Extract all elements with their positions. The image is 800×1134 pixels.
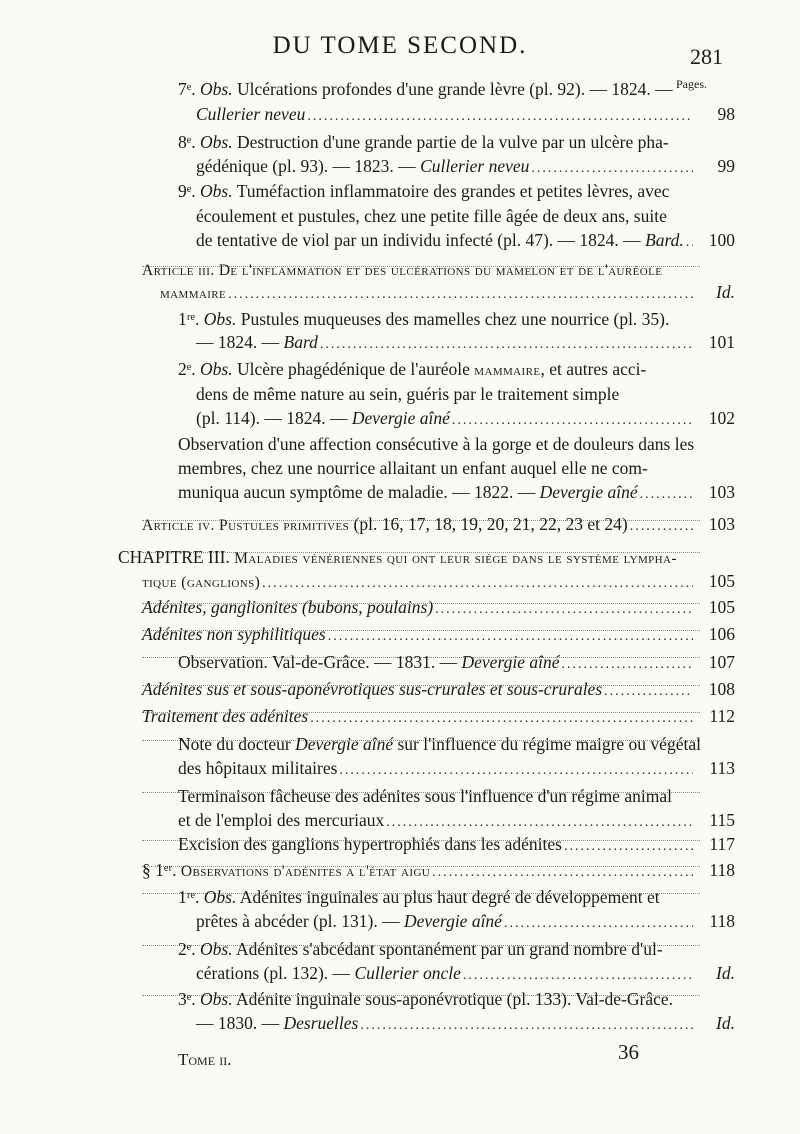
toc-page-ref: 108 bbox=[708, 679, 735, 699]
toc-entry-continuation bbox=[178, 785, 700, 807]
toc-entry-line bbox=[142, 513, 735, 538]
leader-dots bbox=[463, 965, 693, 987]
leader-dots bbox=[630, 516, 693, 538]
toc-entry-text: gédénique (pl. 93). — 1823. — Cullerier neveu bbox=[196, 156, 530, 176]
leader-dots bbox=[262, 573, 693, 595]
toc-entry-text: — 1830. — Desruelles bbox=[196, 1013, 359, 1033]
toc-entry-continuation bbox=[178, 433, 700, 455]
toc-entry-continuation bbox=[142, 258, 700, 282]
toc-entry-text: 9ᵉ. Obs. Tuméfaction inflammatoire des grandes et petites lèvres, avec bbox=[178, 181, 670, 201]
toc-page-ref: 113 bbox=[709, 758, 735, 778]
toc-page-ref: Id. bbox=[716, 282, 735, 302]
leader-dots bbox=[640, 484, 693, 506]
toc-entry-continuation bbox=[178, 308, 700, 330]
signature-mark: 36 bbox=[618, 1040, 639, 1064]
toc-page-ref: 101 bbox=[708, 332, 735, 352]
toc-entry-continuation bbox=[178, 988, 700, 1010]
toc-entry-text: écoulement et pustules, chez une petite fille âgée de deux ans, suite bbox=[196, 206, 667, 226]
leader-dots bbox=[307, 106, 693, 128]
leader-dots bbox=[504, 913, 693, 935]
leader-dots bbox=[310, 708, 693, 730]
toc-entry-text: 3ᵉ. Obs. Adénite inguinale sous-aponévrotique (pl. 133). Val-de-Grâce. bbox=[178, 989, 674, 1009]
toc-entry-text: Adénites sus et sous-aponévrotiques sus-crurales et sous-crurales bbox=[142, 679, 603, 699]
toc-page-ref: 117 bbox=[709, 834, 735, 854]
leader-dots bbox=[531, 158, 693, 180]
toc-entry-continuation bbox=[178, 457, 700, 479]
toc-entry-line bbox=[142, 596, 735, 621]
toc-entry-line bbox=[142, 570, 735, 595]
toc-entry-line bbox=[196, 910, 735, 935]
leader-dots bbox=[339, 760, 693, 782]
toc-page-ref: 102 bbox=[708, 408, 735, 428]
toc-entry-text: mammaire bbox=[160, 285, 227, 302]
toc-entry-text: Terminaison fâcheuse des adénites sous l'influence d'un régime animal bbox=[178, 786, 672, 806]
toc-entry-text: (pl. 114). — 1824. — Devergie aîné bbox=[196, 408, 450, 428]
toc-entry-line bbox=[142, 859, 735, 884]
toc-entry-line bbox=[196, 331, 735, 356]
toc-entry-text: Adénites non syphilitiques bbox=[142, 624, 326, 644]
toc-entry-line bbox=[142, 705, 735, 730]
toc-entry-continuation bbox=[196, 205, 700, 227]
toc-entry-line bbox=[196, 1012, 735, 1037]
toc-entry-line bbox=[178, 757, 735, 782]
toc-entry-line bbox=[178, 481, 735, 506]
toc-entry-text: Observation. Val-de-Grâce. — 1831. — Devergie aîné bbox=[178, 652, 560, 672]
toc-entry-text: 1ʳᵉ. Obs. Adénites inguinales au plus haut degré de développement et bbox=[178, 887, 660, 907]
toc-entry-continuation bbox=[178, 180, 700, 202]
toc-entry-text: Adénites, ganglionites (bubons, poulains) bbox=[142, 597, 434, 617]
toc-entry-line bbox=[142, 623, 735, 648]
leader-dots bbox=[360, 1015, 693, 1037]
toc-page-ref: 105 bbox=[708, 571, 735, 591]
toc-entry-line bbox=[196, 962, 735, 987]
toc-entry-text: de tentative de viol par un individu infecté (pl. 47). — 1824. — Bard. bbox=[196, 230, 684, 250]
toc-entry-continuation bbox=[178, 733, 700, 755]
toc-page-ref: 107 bbox=[708, 652, 735, 672]
toc-page-ref: Id. bbox=[716, 1013, 735, 1033]
leader-dots bbox=[228, 284, 693, 306]
toc-entry-continuation bbox=[178, 938, 700, 960]
toc-entry-text: Excision des ganglions hypertrophiés dans les adénites bbox=[178, 834, 562, 854]
toc-entry-text: Traitement des adénites bbox=[142, 706, 309, 726]
leader-dots bbox=[328, 626, 693, 648]
toc-entry-continuation bbox=[118, 546, 700, 570]
toc-entry-text: dens de même nature au sein, guéris par le traitement simple bbox=[196, 384, 620, 404]
toc-entry-text: prêtes à abcéder (pl. 131). — Devergie aîné bbox=[196, 911, 502, 931]
toc-entry-text: membres, chez une nourrice allaitant un enfant auquel elle ne com- bbox=[178, 458, 648, 478]
leader-dots bbox=[564, 836, 693, 858]
toc-entry-line bbox=[196, 155, 735, 180]
toc-entry-text: muniqua aucun symptôme de maladie. — 1822. — Devergie aîné bbox=[178, 482, 638, 502]
toc-entry-line bbox=[196, 103, 735, 128]
pages-column-label: Pages. bbox=[676, 77, 707, 91]
toc-entry-text: Article iv. Pustules primitives (pl. 16, 17, 18, 19, 20, 21, 22, 23 et 24) bbox=[142, 514, 628, 534]
page-number: 281 bbox=[690, 44, 723, 69]
toc-entry-text: 1ʳᵉ. Obs. Pustules muqueuses des mamelles chez une nourrice (pl. 35). bbox=[178, 309, 670, 329]
toc-entry-text: des hôpitaux militaires bbox=[178, 758, 338, 778]
toc-entry-line bbox=[178, 809, 735, 834]
toc-entry-continuation bbox=[178, 78, 700, 100]
toc-entry-continuation bbox=[178, 358, 700, 382]
toc-entry-continuation bbox=[178, 131, 700, 153]
toc-entry-text: CHAPITRE III. Maladies vénériennes qui ont leur siége dans le système lympha- bbox=[118, 547, 677, 567]
toc-entry-line bbox=[196, 229, 735, 254]
leader-dots bbox=[435, 599, 693, 621]
volume-label: Tome ii. bbox=[178, 1050, 232, 1069]
leader-dots bbox=[452, 410, 693, 432]
toc-entry-text: Observation d'une affection consécutive à la gorge et de douleurs dans les bbox=[178, 434, 695, 454]
leader-dots bbox=[562, 654, 694, 676]
toc-entry-line bbox=[160, 281, 735, 306]
toc-entry-line bbox=[196, 407, 735, 432]
toc-page-ref: 100 bbox=[708, 230, 735, 250]
toc-page-ref: 99 bbox=[717, 156, 735, 176]
toc-entry-text: cérations (pl. 132). — Cullerier oncle bbox=[196, 963, 461, 983]
toc-page-ref: 112 bbox=[709, 706, 735, 726]
toc-page-ref: 118 bbox=[709, 911, 735, 931]
toc-page-ref: 115 bbox=[709, 810, 735, 830]
leader-dots bbox=[386, 812, 693, 834]
toc-entry-text: 2ᵉ. Obs. Ulcère phagédénique de l'auréole mammaire, et autres acci- bbox=[178, 359, 647, 379]
toc-entry-text: et de l'emploi des mercuriaux bbox=[178, 810, 385, 830]
toc-page-ref: 118 bbox=[709, 860, 735, 880]
toc-page-ref: 105 bbox=[708, 597, 735, 617]
leader-dots bbox=[320, 334, 693, 356]
leader-dots bbox=[432, 862, 693, 884]
toc-entry-continuation bbox=[196, 383, 700, 405]
toc-entry-text: Article iii. De l'inflammation et des ulcérations du mamelon et de l'auréole bbox=[142, 262, 663, 279]
leader-dots bbox=[604, 681, 693, 703]
toc-entry-line bbox=[178, 833, 735, 858]
toc-entry-text: § 1ᵉʳ. Observations d'adénites a l'état aigu bbox=[142, 860, 431, 880]
toc-entry-text: 2ᵉ. Obs. Adénites s'abcédant spontanément par un grand nombre d'ul- bbox=[178, 939, 663, 959]
toc-entry-text: 8ᵉ. Obs. Destruction d'une grande partie de la vulve par un ulcère pha- bbox=[178, 132, 669, 152]
toc-entry-text: — 1824. — Bard bbox=[196, 332, 318, 352]
toc-entry-text: tique (ganglions) bbox=[142, 574, 261, 591]
toc-page-ref: 103 bbox=[708, 514, 735, 534]
toc-entry-text: Cullerier neveu bbox=[196, 104, 306, 124]
toc-entry-text: Note du docteur Devergie aîné sur l'influence du régime maigre ou végétal bbox=[178, 734, 701, 754]
toc-page-ref: 98 bbox=[717, 104, 735, 124]
toc-page-ref: Id. bbox=[716, 963, 735, 983]
toc-page-ref: 103 bbox=[708, 482, 735, 502]
toc-entry-text: 7ᵉ. Obs. Ulcérations profondes d'une grande lèvre (pl. 92). — 1824. — bbox=[178, 79, 673, 99]
leader-dots bbox=[686, 232, 693, 254]
toc-entry-line bbox=[142, 678, 735, 703]
running-header: DU TOME SECOND. bbox=[272, 32, 528, 59]
toc-page-ref: 106 bbox=[708, 624, 735, 644]
toc-entry-line bbox=[178, 651, 735, 676]
toc-entry-continuation bbox=[178, 886, 700, 908]
